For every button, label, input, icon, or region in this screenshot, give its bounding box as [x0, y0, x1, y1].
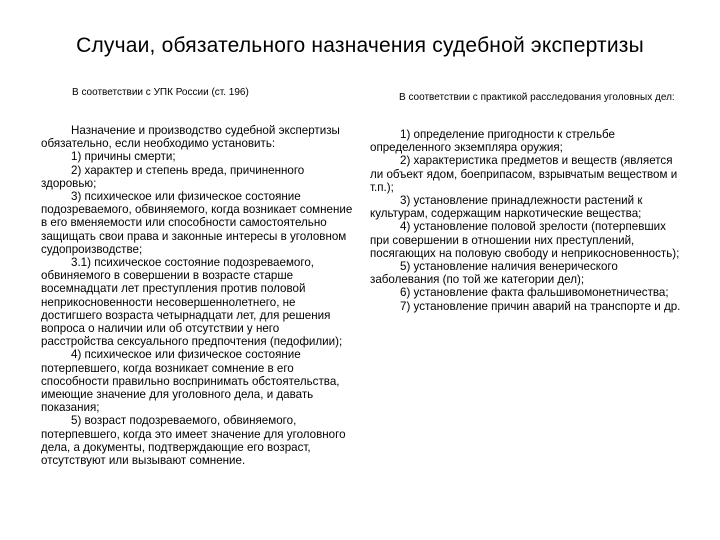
right-column-body	[370, 128, 682, 313]
left-paragraph-item: 3.1) психическое состояние подозреваемого, обвиняемого в совершении в возрасте старше восемнадцати лет преступления против половой неприкосновенности несовершеннолетнего, не достигшего возраста четырнадцати лет, для решения вопроса о наличии или об отсутствии у него расстройства сексуального предпочтения (педофилии);	[41, 256, 343, 349]
right-paragraph-item: 6) установление факта фальшивомонетничества;	[400, 286, 669, 300]
slide-title: Случаи, обязательного назначения судебной экспертизы	[76, 34, 644, 57]
right-paragraph-item: 7) установление причин аварий на транспорте и др.	[400, 299, 681, 313]
left-paragraph-item: 3) психическое или физическое состояние подозреваемого, обвиняемого, когда возникает сомнение в его вменяемости или способности самостоятельно защищать свои права и законные интересы в уголовном судопроизводстве;	[41, 190, 353, 256]
right-paragraph-item: 4) установление половой зрелости (потерпевших при совершении в отношении них преступлений, посягающих на половую свободу и неприкосновенность);	[370, 220, 680, 260]
right-paragraph-item: 1) определение пригодности к стрельбе определенного экземпляра оружия;	[370, 128, 615, 155]
right-paragraph-item: 5) установление наличия венерического заболевания (по той же категории дел);	[370, 260, 618, 287]
left-paragraph-intro: Назначение и производство судебной экспертизы обязательно, если необходимо установить:	[41, 124, 340, 151]
left-column-heading: В соответствии с УПК России (ст. 196)	[72, 87, 249, 98]
right-paragraph-item: 3) установление принадлежности растений к культурам, содержащим наркотические вещества;	[370, 194, 643, 221]
right-paragraph-item: 2) характеристика предметов и веществ (является ли объект ядом, боеприпасом, взрывчатым веществом и т.п.);	[370, 154, 678, 194]
left-paragraph-item: 5) возраст подозреваемого, обвиняемого, потерпевшего, когда это имеет значение для уголовного дела, а документы, подтверждающие его возраст, отсутствуют или вызывают сомнение.	[41, 414, 346, 468]
left-paragraph-item: 1) причины смерти;	[71, 150, 176, 164]
left-paragraph-item: 2) характер и степень вреда, причиненного здоровью;	[41, 163, 305, 190]
left-paragraph-item: 4) психическое или физическое состояние потерпевшего, когда возникает сомнение в его способности правильно воспринимать обстоятельства, имеющие значение для уголовного дела, и давать показания;	[41, 348, 340, 415]
left-column-body	[41, 124, 353, 467]
right-column-heading: В соответствии с практикой расследования уголовных дел:	[399, 92, 675, 103]
